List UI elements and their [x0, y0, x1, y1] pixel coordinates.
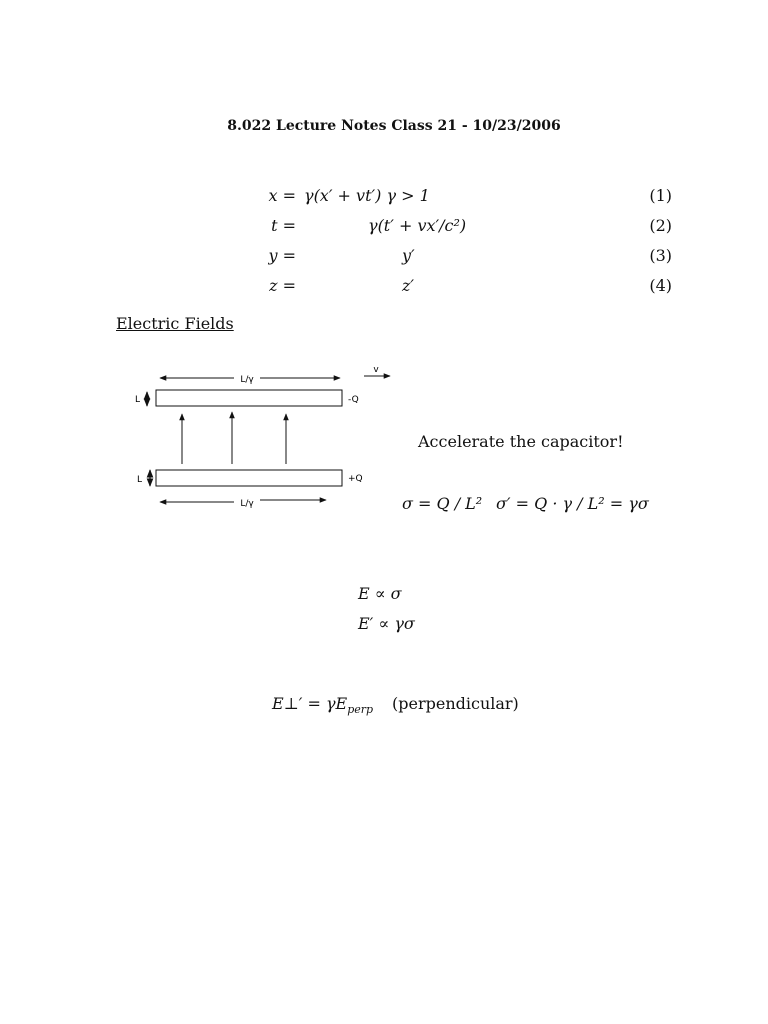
equation-1-rhs: γ(x′ + vt′) γ > 1 — [304, 186, 430, 205]
section-heading: Electric Fields — [116, 314, 234, 333]
top-charge-label: -Q — [348, 395, 359, 405]
top-length-label: L/γ — [240, 375, 254, 385]
perpendicular-note: (perpendicular) — [392, 694, 519, 713]
sigma-prime-equation: σ′ = Q · γ / L² = γσ — [496, 494, 649, 513]
equation-3-rhs: y′ — [402, 246, 415, 265]
velocity-label: v — [373, 365, 379, 375]
equation-1-number: (1) — [649, 186, 672, 205]
equation-3-number: (3) — [649, 246, 672, 265]
bottom-charge-label: +Q — [348, 474, 363, 484]
equation-3-lhs: y = — [268, 246, 296, 265]
capacitor-figure — [126, 360, 406, 520]
bottom-plate — [156, 470, 342, 486]
e-prime-proportional: E′ ∝ γσ — [358, 614, 415, 633]
equation-2-lhs: t = — [271, 216, 296, 235]
e-perp-main: E⊥′ = γE — [272, 694, 348, 713]
e-perp-subscript: perp — [347, 703, 374, 717]
equation-4-number: (4) — [649, 276, 672, 295]
equation-4-lhs: z = — [269, 276, 296, 295]
bottom-length-label: L/γ — [240, 499, 254, 509]
e-perp-equation — [272, 694, 373, 716]
accelerate-note: Accelerate the capacitor! — [418, 432, 624, 451]
top-thickness-label: L — [135, 395, 141, 405]
e-proportional-sigma: E ∝ σ — [358, 584, 402, 603]
equation-2-rhs: γ(t′ + vx′/c²) — [368, 216, 467, 235]
equation-4-rhs: z′ — [402, 276, 415, 295]
sigma-equation: σ = Q / L² — [402, 494, 483, 513]
page-title: 8.022 Lecture Notes Class 21 - 10/23/2006 — [227, 118, 561, 134]
bottom-thickness-label: L — [137, 475, 143, 485]
top-plate — [156, 390, 342, 406]
equation-2-number: (2) — [649, 216, 672, 235]
equation-1-lhs: x = — [268, 186, 296, 205]
